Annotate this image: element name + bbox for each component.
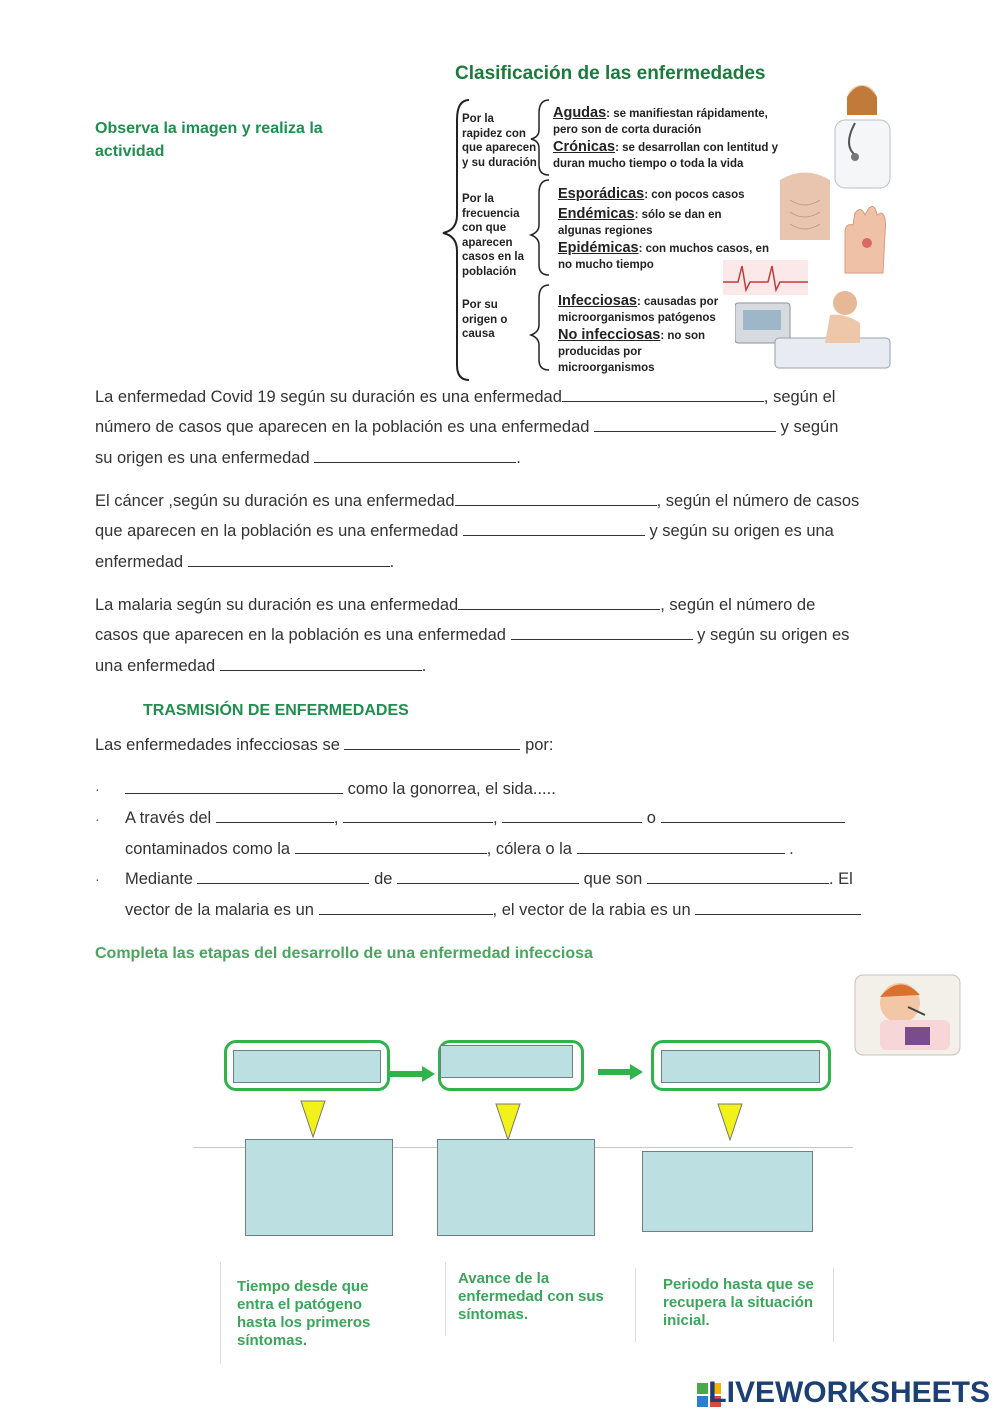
stages-heading: Completa las etapas del desarrollo de una enfermedad infecciosa [95,945,593,962]
instruction-text: Observa la imagen y realiza la actividad [95,120,323,160]
transmission-bullet-1: como la gonorrea, el sida..... [125,779,556,799]
cancer-frequency-input[interactable] [463,521,645,536]
figure-title: Clasificación de las enfermedades [455,63,766,84]
criterion-speed: Por la rapidez con que aparecen y su duración [462,113,537,169]
stage-2-description: Avance de la enfermedad con sus síntomas. [445,1262,608,1336]
rabies-vector-input[interactable] [695,900,861,915]
cancer-origin-input[interactable] [188,552,390,567]
transmission-intro: Las enfermedades infecciosas se por: [95,736,554,754]
type-esporadicas: Esporádicas: con pocos casos [558,186,745,202]
beings-input[interactable] [397,869,579,884]
bullet-3: · [95,871,100,887]
malaria-line-3: una enfermedad . [95,657,427,675]
triangle-down-icon [300,1100,326,1138]
type-epidemicas: Epidémicas: con muchos casos, en no mucho tiempo [558,240,769,271]
covid-frequency-input[interactable] [594,417,776,432]
stage-3-detail-input[interactable] [642,1151,813,1232]
transmission-heading: TRASMISIÓN DE ENFERMEDADES [143,702,409,719]
cancer-line-2: que aparecen en la población es una enfermedad y según su origen es una [95,522,834,540]
stage-2-name-input[interactable] [440,1045,573,1078]
type-no-infecciosas: No infecciosas: no son producidas por microorganismos [558,327,706,374]
covid-origin-input[interactable] [314,448,516,463]
malaria-line-2: casos que aparecen en la población es una enfermedad y según su origen es [95,626,850,644]
arrow-right-icon [598,1064,643,1080]
contaminated-2-input[interactable] [343,808,493,823]
classification-figure [445,55,895,385]
criterion-frequency: Por la frecuencia con que aparecen casos en la población [462,193,525,278]
doctor-illustration-icon [825,75,895,190]
bullet-2: · [95,811,100,827]
footer-logo: LIVEWORKSHEETS [708,1376,990,1409]
patient-bed-illustration-icon [735,283,895,383]
transmission-bullet-3-line-2: vector de la malaria es un , el vector de la rabia es un [125,900,861,920]
transmission-way-1-input[interactable] [125,779,343,794]
malaria-origin-input[interactable] [220,656,422,671]
transmission-bullet-2-line-2: contaminados como la , cólera o la . [125,840,794,858]
covid-line-1: La enfermedad Covid 19 según su duración es una enfermedad , según el [95,388,836,406]
disease-1-input[interactable] [295,839,487,854]
cancer-line-1: El cáncer ,según su duración es una enfermedad , según el número de casos [95,492,860,510]
type-agudas: Agudas: se manifiestan rápidamente, pero son de corta duración [553,105,768,136]
stage-3-description: Periodo hasta que se recupera la situación inicial. [635,1268,834,1342]
means-input[interactable] [197,869,369,884]
triangle-down-icon [495,1103,521,1141]
malaria-duration-input[interactable] [458,595,660,610]
type-endemicas: Endémicas: sólo se dan en algunas regiones [558,206,722,237]
criterion-origin: Por su origen o causa [462,299,508,340]
malaria-frequency-input[interactable] [511,625,693,640]
hand-illustration-icon [835,203,895,283]
stage-1-detail-input[interactable] [245,1139,393,1236]
cancer-duration-input[interactable] [455,491,657,506]
stage-2-detail-input[interactable] [437,1139,595,1236]
transmission-bullet-3: Mediante de que son . El [125,870,853,888]
transmission-bullet-2: A través del , , o [125,808,845,828]
covid-line-3: su origen es una enfermedad . [95,449,521,467]
covid-line-2: número de casos que aparecen en la población es una enfermedad y según [95,418,839,436]
type-cronicas: Crónicas: se desarrollan con lentitud y duran mucho tiempo o toda la vida [553,139,779,170]
bullet-1: · [95,781,100,797]
triangle-down-icon [717,1103,743,1141]
transmission-verb-input[interactable] [344,735,520,750]
chest-illustration-icon [775,170,835,245]
type-infecciosas: Infecciosas: causadas por microorganismos patógenos [558,293,719,324]
disease-2-input[interactable] [577,839,785,854]
contaminated-3-input[interactable] [502,808,642,823]
malaria-vector-input[interactable] [319,900,493,915]
malaria-line-1: La malaria según su duración es una enfermedad , según el número de [95,596,816,614]
arrow-right-icon [390,1066,435,1082]
covid-duration-input[interactable] [562,387,764,402]
vectors-input[interactable] [647,869,829,884]
contaminated-4-input[interactable] [661,808,845,823]
stage-3-name-input[interactable] [661,1050,820,1083]
stage-1-description: Tiempo desde que entra el patógeno hasta los primeros síntomas. [220,1262,402,1364]
stage-1-name-input[interactable] [233,1050,381,1083]
sick-child-illustration-icon [850,965,965,1060]
cancer-line-3: enfermedad . [95,553,395,571]
contaminated-1-input[interactable] [216,808,334,823]
